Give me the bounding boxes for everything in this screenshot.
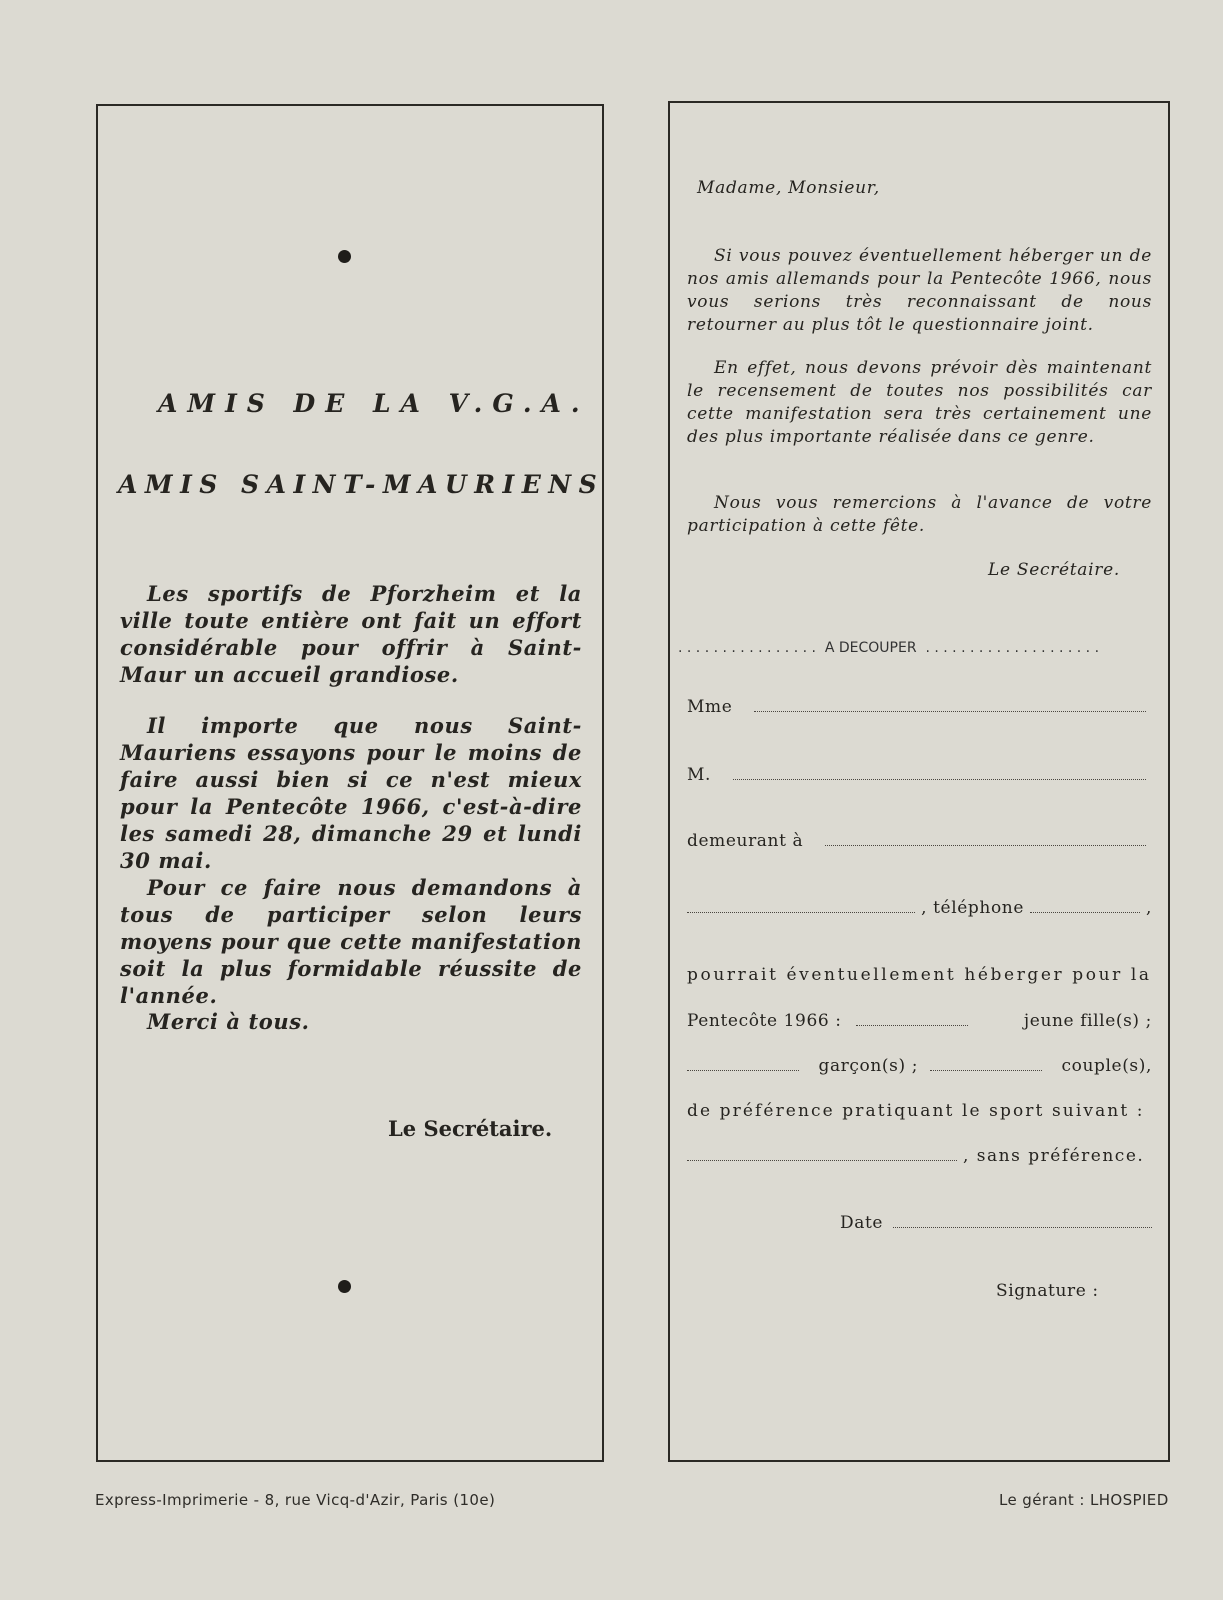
signature-label: Signature : (996, 1281, 1099, 1301)
pourrait-label: pourrait éventuellement héberger pour la (687, 965, 1152, 985)
address-line-2-field[interactable] (687, 898, 915, 913)
right-paragraph-3: Nous vous remercions à l'avance de votre participation à cette fête. (687, 493, 1152, 536)
bottom-dot (338, 1280, 351, 1293)
cut-line: . . . . . . . . . . . . . . . . A DECOUPER . . . . . . . . . . . . . . . . . . . . (678, 640, 1100, 656)
sport-row (687, 1146, 1152, 1166)
left-paragraph-4: Merci à tous. (147, 1009, 310, 1034)
mme-label: Mme (687, 697, 733, 717)
jeune-fille-count-field[interactable] (856, 1011, 968, 1026)
heading-amis-vga: AMIS DE LA V.G.A. (158, 389, 590, 418)
right-signature: Le Secrétaire. (988, 560, 1120, 580)
demeurant-row (687, 831, 1152, 851)
mme-row (687, 697, 1152, 717)
left-paragraph-1: Les sportifs de Pforzheim et la ville toute entière ont fait un effort considérable pour offrir à Saint-Maur un accueil grandiose. (120, 581, 582, 687)
right-paragraph-1: Si vous pouvez éventuellement héberger un de nos amis allemands pour la Pentecôte 1966, nous vous serions très reconnaissant de nous retourner au plus tôt le questionnaire joint. (687, 246, 1152, 335)
preference-label: de préférence pratiquant le sport suivant : (687, 1101, 1145, 1121)
left-paragraph-3: Pour ce faire nous demandons à tous de participer selon leurs moyens pour que cette manifestation soit la plus formidable réussite de l'année. (120, 875, 582, 1008)
m-row (687, 765, 1152, 785)
left-panel (96, 104, 604, 1462)
garcon-row (687, 1056, 1152, 1076)
mme-field[interactable] (754, 697, 1146, 712)
m-label: M. (687, 765, 712, 785)
manager-credit: Le gérant : LHOSPIED (999, 1491, 1169, 1509)
demeurant-label: demeurant à (687, 831, 804, 851)
sans-preference-label: , sans préférence. (963, 1146, 1145, 1166)
preference-row (687, 1101, 1152, 1121)
pentecote-label: Pentecôte 1966 : (687, 1011, 842, 1031)
address-field[interactable] (825, 831, 1146, 846)
date-label: Date (840, 1213, 884, 1233)
pourrait-row (687, 965, 1152, 985)
pentecote-row (687, 1011, 1152, 1031)
telephone-row: , téléphone , (687, 898, 1152, 918)
garcon-count-field[interactable] (687, 1056, 799, 1071)
telephone-field[interactable] (1030, 898, 1140, 913)
date-field[interactable] (893, 1213, 1152, 1228)
salutation: Madame, Monsieur, (697, 178, 880, 198)
sport-field[interactable] (687, 1146, 957, 1161)
top-dot (338, 250, 351, 263)
m-field[interactable] (733, 765, 1146, 780)
left-signature: Le Secrétaire. (388, 1116, 553, 1141)
left-paragraph-2: Il importe que nous Saint-Mauriens essayons pour le moins de faire aussi bien si ce n'est mieux pour la Pentecôte 1966, c'est-à-dire les samedi 28, dimanche 29 et lundi 30 mai. (120, 713, 582, 873)
right-panel (668, 101, 1170, 1462)
printer-credit: Express-Imprimerie - 8, rue Vicq-d'Azir, Paris (10e) (95, 1491, 496, 1509)
telephone-label: , téléphone (921, 898, 1024, 918)
couple-count-field[interactable] (930, 1056, 1042, 1071)
right-paragraph-2: En effet, nous devons prévoir dès maintenant le recensement de toutes nos possibilités car cette manifestation sera très certainement une des plus importante réalisée dans ce genre. (687, 358, 1152, 447)
jeune-fille-label: jeune fille(s) ; (1023, 1011, 1152, 1031)
garcon-label: garçon(s) ; (818, 1056, 919, 1076)
cut-line-label: A DECOUPER (824, 640, 917, 656)
couple-label: couple(s), (1061, 1056, 1152, 1076)
heading-amis-saint-mauriens: AMIS SAINT-MAURIENS (118, 470, 605, 499)
date-row (840, 1213, 1152, 1233)
